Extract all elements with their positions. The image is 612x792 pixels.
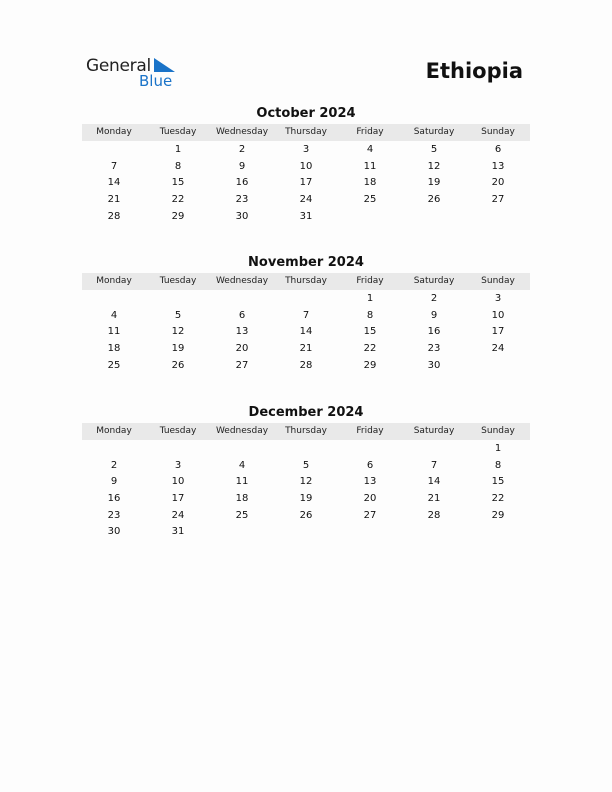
day-cell: 15 <box>363 326 377 338</box>
day-cell: 20 <box>363 493 377 505</box>
day-cell: 10 <box>299 160 313 172</box>
day-cell: 31 <box>171 526 185 538</box>
day-cell: 25 <box>235 509 249 521</box>
weekday-label: Monday <box>96 127 132 137</box>
day-cell: 16 <box>235 177 249 189</box>
day-cell: 14 <box>107 177 121 189</box>
day-cell: 10 <box>171 476 185 488</box>
weekday-header-row <box>82 423 530 440</box>
weekday-label: Friday <box>356 426 384 436</box>
day-cell: 6 <box>494 144 502 155</box>
day-cell: 7 <box>110 160 118 172</box>
day-cell: 30 <box>427 359 441 371</box>
day-cell: 28 <box>427 509 441 521</box>
day-cell <box>338 523 402 540</box>
day-cell: 1 <box>494 443 502 454</box>
day-cell: 19 <box>427 177 441 189</box>
weekday-header-row <box>82 124 530 141</box>
week-row <box>82 523 530 540</box>
day-cell: 10 <box>491 309 505 321</box>
day-cell <box>466 523 530 540</box>
day-cell: 18 <box>107 343 121 355</box>
day-cell: 1 <box>174 144 182 155</box>
day-cell: 25 <box>107 359 121 371</box>
day-cell: 23 <box>107 509 121 521</box>
day-cell: 27 <box>235 359 249 371</box>
day-cell: 9 <box>238 160 246 172</box>
week-row <box>82 340 530 357</box>
day-cell: 19 <box>171 343 185 355</box>
day-cell: 24 <box>491 343 505 355</box>
week-row <box>82 174 530 191</box>
day-cell: 23 <box>235 194 249 206</box>
month-title: October 2024 <box>256 106 356 121</box>
day-cell <box>210 523 274 540</box>
week-row <box>82 457 530 474</box>
day-cell: 29 <box>363 359 377 371</box>
day-cell: 3 <box>174 459 182 471</box>
day-cell: 26 <box>171 359 185 371</box>
day-cell: 9 <box>430 309 438 321</box>
day-cell: 26 <box>299 509 313 521</box>
week-row <box>82 507 530 524</box>
weekday-label: Saturday <box>413 426 455 436</box>
day-cell: 29 <box>171 210 185 222</box>
logo-triangle-icon <box>154 58 175 72</box>
weekday-label: Tuesday <box>159 127 197 137</box>
week-row <box>82 323 530 340</box>
day-cell <box>338 208 402 225</box>
day-cell: 21 <box>299 343 313 355</box>
day-cell: 21 <box>427 493 441 505</box>
day-cell: 27 <box>363 509 377 521</box>
weekday-label: Tuesday <box>159 426 197 436</box>
day-cell <box>82 141 146 158</box>
day-cell: 21 <box>107 194 121 206</box>
day-cell <box>274 440 338 457</box>
day-cell: 17 <box>299 177 313 189</box>
weekday-label: Saturday <box>413 127 455 137</box>
weekday-label: Sunday <box>481 426 515 436</box>
weekday-label: Friday <box>356 276 384 286</box>
day-cell: 18 <box>235 493 249 505</box>
day-cell: 16 <box>427 326 441 338</box>
day-cell: 12 <box>171 326 185 338</box>
day-cell: 1 <box>366 293 374 304</box>
day-cell: 19 <box>299 493 313 505</box>
day-cell: 31 <box>299 210 313 222</box>
weekday-header-row <box>82 273 530 290</box>
week-row <box>82 357 530 374</box>
day-cell <box>82 290 146 307</box>
day-cell: 11 <box>363 160 377 172</box>
day-cell: 4 <box>238 459 246 471</box>
day-cell: 26 <box>427 194 441 206</box>
day-cell: 28 <box>107 210 121 222</box>
day-cell <box>82 440 146 457</box>
day-cell: 9 <box>110 476 118 488</box>
day-cell: 17 <box>171 493 185 505</box>
day-cell: 23 <box>427 343 441 355</box>
weekday-label: Wednesday <box>215 426 269 436</box>
weekday-label: Sunday <box>481 127 515 137</box>
day-cell: 8 <box>494 459 502 471</box>
day-cell: 16 <box>107 493 121 505</box>
generalblue-logo <box>86 56 186 92</box>
day-cell: 15 <box>491 476 505 488</box>
day-cell: 30 <box>235 210 249 222</box>
day-cell: 11 <box>235 476 249 488</box>
day-cell <box>338 440 402 457</box>
day-cell <box>210 440 274 457</box>
weekday-label: Sunday <box>481 276 515 286</box>
weekday-label: Wednesday <box>215 276 269 286</box>
day-cell: 22 <box>363 343 377 355</box>
day-cell <box>466 357 530 374</box>
weekday-label: Wednesday <box>215 127 269 137</box>
day-cell: 25 <box>363 194 377 206</box>
week-row <box>82 141 530 158</box>
day-cell: 20 <box>235 343 249 355</box>
day-cell: 7 <box>302 309 310 321</box>
day-cell: 4 <box>366 144 374 155</box>
day-cell: 13 <box>235 326 249 338</box>
day-cell: 30 <box>107 526 121 538</box>
month-calendar <box>82 255 530 373</box>
day-cell: 27 <box>491 194 505 206</box>
month-title: November 2024 <box>248 255 364 270</box>
weekday-label: Thursday <box>285 276 327 286</box>
day-cell <box>274 523 338 540</box>
day-cell <box>402 523 466 540</box>
logo-text-blue: Blue <box>139 72 173 90</box>
day-cell: 28 <box>299 359 313 371</box>
day-cell: 5 <box>430 144 438 155</box>
month-calendar <box>82 106 530 224</box>
day-cell: 2 <box>238 144 246 155</box>
day-cell: 29 <box>491 509 505 521</box>
logo-text-general: General <box>86 56 151 76</box>
day-cell: 7 <box>430 459 438 471</box>
day-cell: 8 <box>366 309 374 321</box>
day-cell: 3 <box>494 293 502 304</box>
day-cell: 22 <box>171 194 185 206</box>
day-cell: 5 <box>174 309 182 321</box>
day-cell <box>210 290 274 307</box>
week-row <box>82 191 530 208</box>
day-cell: 4 <box>110 309 118 321</box>
day-cell: 5 <box>302 459 310 471</box>
day-cell: 6 <box>366 459 374 471</box>
week-row <box>82 490 530 507</box>
week-row <box>82 473 530 490</box>
weekday-label: Monday <box>96 276 132 286</box>
day-cell <box>466 208 530 225</box>
week-row <box>82 158 530 175</box>
day-cell <box>402 440 466 457</box>
day-cell: 13 <box>491 160 505 172</box>
day-cell <box>274 290 338 307</box>
day-cell: 2 <box>110 459 118 471</box>
day-cell: 11 <box>107 326 121 338</box>
weekday-label: Saturday <box>413 276 455 286</box>
month-title: December 2024 <box>248 405 364 420</box>
week-row <box>82 208 530 225</box>
day-cell: 22 <box>491 493 505 505</box>
day-cell: 3 <box>302 144 310 155</box>
weekday-label: Thursday <box>285 127 327 137</box>
country-title: Ethiopia <box>425 59 523 83</box>
week-row <box>82 440 530 457</box>
day-cell: 13 <box>363 476 377 488</box>
day-cell: 8 <box>174 160 182 172</box>
day-cell <box>146 440 210 457</box>
week-row <box>82 290 530 307</box>
day-cell: 12 <box>427 160 441 172</box>
day-cell: 24 <box>299 194 313 206</box>
weekday-label: Friday <box>356 127 384 137</box>
day-cell: 17 <box>491 326 505 338</box>
day-cell <box>146 290 210 307</box>
weekday-label: Monday <box>96 426 132 436</box>
day-cell: 15 <box>171 177 185 189</box>
day-cell: 18 <box>363 177 377 189</box>
day-cell: 20 <box>491 177 505 189</box>
weekday-label: Tuesday <box>159 276 197 286</box>
day-cell: 14 <box>299 326 313 338</box>
week-row <box>82 307 530 324</box>
weekday-label: Thursday <box>285 426 327 436</box>
month-calendar <box>82 405 530 540</box>
day-cell: 2 <box>430 293 438 304</box>
day-cell <box>402 208 466 225</box>
day-cell: 14 <box>427 476 441 488</box>
day-cell: 24 <box>171 509 185 521</box>
day-cell: 12 <box>299 476 313 488</box>
day-cell: 6 <box>238 309 246 321</box>
